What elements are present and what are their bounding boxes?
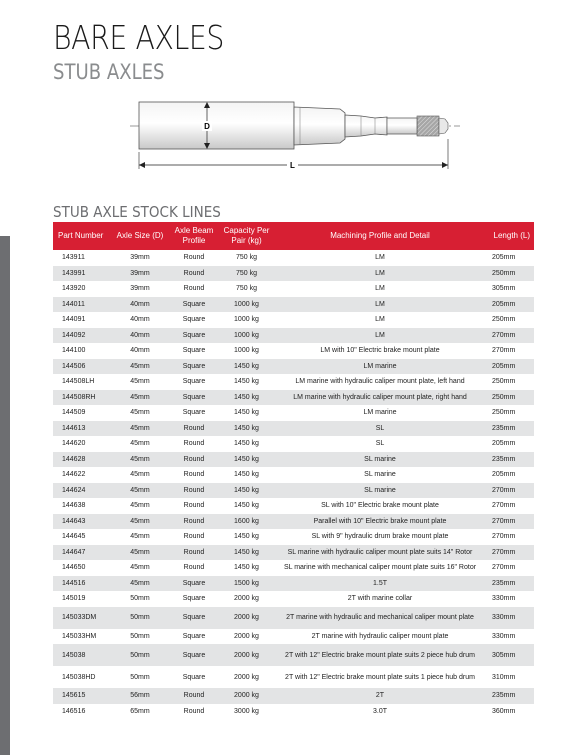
cell-part-number: 144091 (62, 316, 86, 324)
cell-length: 270mm (492, 502, 516, 510)
table-row (53, 297, 534, 313)
cell-axle-size: 45mm (111, 576, 169, 592)
cell-length: 270mm (492, 347, 516, 355)
cell-axle-size: 39mm (130, 254, 150, 262)
cell-axle-beam-profile: Round (183, 471, 205, 479)
cell-axle-beam-profile: Round (169, 266, 219, 282)
cell-machining-detail: LM (274, 266, 486, 282)
cell-axle-size: 45mm (130, 502, 150, 510)
cell-part-number: 146516 (62, 707, 86, 715)
cell-axle-beam-profile: Square (169, 607, 219, 629)
cell-machining-detail: 2T marine with hydraulic caliper mount plate (311, 632, 449, 640)
stock-lines-table (53, 222, 534, 719)
cell-machining-detail: LM (274, 328, 486, 344)
cell-axle-size: 45mm (130, 409, 150, 417)
cell-axle-size: 45mm (111, 421, 169, 437)
cell-capacity: 2000 kg (234, 632, 259, 640)
cell-axle-size: 50mm (130, 595, 150, 603)
cell-length: 360mm (492, 707, 516, 715)
cell-length: 330mm (486, 607, 534, 629)
cell-part-number: 145615 (53, 688, 111, 704)
table-row (53, 529, 534, 545)
cell-length: 235mm (486, 576, 534, 592)
table-row (53, 312, 534, 328)
cell-part-number: 143920 (62, 285, 86, 293)
table-row (53, 576, 534, 592)
cell-machining-detail: LM (375, 285, 385, 293)
cell-capacity: 1450 kg (219, 452, 274, 468)
cell-capacity: 1450 kg (234, 533, 259, 541)
table-header-row (53, 222, 534, 250)
cell-machining-detail: LM marine (363, 409, 397, 417)
cell-part-number: 145033DM (53, 607, 111, 629)
cell-part-number: 144516 (53, 576, 111, 592)
cell-capacity: 1450 kg (219, 483, 274, 499)
cell-axle-beam-profile: Square (169, 328, 219, 344)
cell-machining-detail: 2T with 12" Electric brake mount plate suits 1 piece hub drum (285, 673, 475, 681)
cell-capacity: 1450 kg (234, 502, 259, 510)
cell-part-number: 143991 (53, 266, 111, 282)
cell-axle-beam-profile: Round (183, 440, 205, 448)
cell-axle-size: 50mm (130, 673, 150, 681)
cell-axle-beam-profile: Round (169, 514, 219, 530)
cell-length: 330mm (492, 595, 516, 603)
table-row (53, 498, 534, 514)
cell-axle-beam-profile: Square (182, 316, 206, 324)
cell-axle-beam-profile: Round (169, 545, 219, 561)
sidebar-accent-bar (0, 236, 10, 755)
cell-part-number: 144508RH (53, 390, 111, 406)
cell-length: 250mm (492, 409, 516, 417)
cell-capacity: 2000 kg (219, 688, 274, 704)
cell-capacity: 2000 kg (234, 673, 259, 681)
header-part-number: Part Number (53, 222, 111, 250)
cell-axle-beam-profile: Square (182, 347, 206, 355)
cell-part-number: 144643 (53, 514, 111, 530)
cell-axle-beam-profile: Square (169, 644, 219, 666)
cell-machining-detail: LM (375, 316, 385, 324)
cell-axle-beam-profile: Square (169, 390, 219, 406)
table-row (53, 629, 534, 645)
header-axle-size: Axle Size (D) (111, 222, 169, 250)
cell-length: 305mm (492, 285, 516, 293)
table-row (53, 591, 534, 607)
cell-part-number: 144645 (62, 533, 86, 541)
cell-part-number: 144613 (53, 421, 111, 437)
table-row (53, 281, 534, 297)
table-row (53, 328, 534, 344)
cell-axle-beam-profile: Round (183, 533, 205, 541)
cell-machining-detail: LM marine with hydraulic caliper mount plate, left hand (295, 378, 465, 386)
cell-part-number: 144628 (53, 452, 111, 468)
cell-capacity: 1450 kg (234, 378, 259, 386)
cell-part-number: 144508LH (62, 378, 95, 386)
cell-axle-beam-profile: Square (182, 673, 206, 681)
cell-machining-detail: SL with 10" Electric brake mount plate (321, 502, 439, 510)
cell-capacity: 1450 kg (219, 390, 274, 406)
cell-axle-beam-profile: Round (169, 483, 219, 499)
cell-machining-detail: LM with 10" Electric brake mount plate (320, 347, 440, 355)
cell-capacity: 1000 kg (219, 297, 274, 313)
cell-length: 270mm (486, 328, 534, 344)
table-row (53, 467, 534, 483)
cell-length: 205mm (492, 471, 516, 479)
cell-axle-beam-profile: Round (183, 254, 205, 262)
cell-capacity: 1000 kg (234, 316, 259, 324)
cell-part-number: 144647 (53, 545, 111, 561)
cell-axle-beam-profile: Square (182, 632, 206, 640)
table-row (53, 560, 534, 576)
table-row (53, 405, 534, 421)
cell-machining-detail: SL marine (274, 452, 486, 468)
cell-axle-beam-profile: Round (169, 421, 219, 437)
table-row (53, 666, 534, 688)
cell-length: 270mm (486, 545, 534, 561)
axle-shaft (139, 102, 294, 149)
cell-axle-size: 45mm (130, 440, 150, 448)
cell-axle-size: 39mm (111, 266, 169, 282)
cell-axle-size: 45mm (111, 483, 169, 499)
header-machining-profile: Machining Profile and Detail (274, 222, 486, 250)
cell-capacity: 750 kg (219, 266, 274, 282)
cell-machining-detail: 3.0T (372, 707, 387, 715)
cell-capacity: 2000 kg (234, 595, 259, 603)
cell-length: 205mm (492, 254, 516, 262)
cell-part-number: 144638 (62, 502, 86, 510)
table-row (53, 545, 534, 561)
cell-capacity: 1450 kg (234, 471, 259, 479)
cell-length: 250mm (492, 316, 516, 324)
cell-part-number: 144506 (53, 359, 111, 375)
page-subtitle: STUB AXLES (53, 60, 165, 84)
cell-length: 270mm (486, 514, 534, 530)
cell-part-number: 145038 (53, 644, 111, 666)
cell-capacity: 1450 kg (234, 409, 259, 417)
cell-axle-beam-profile: Square (169, 297, 219, 313)
table-row (53, 421, 534, 437)
axle-thread (417, 116, 439, 136)
cell-part-number: 145019 (62, 595, 86, 603)
cell-axle-beam-profile: Round (183, 502, 205, 510)
cell-capacity: 1000 kg (219, 328, 274, 344)
cell-axle-size: 40mm (111, 297, 169, 313)
table-row (53, 390, 534, 406)
header-capacity: Capacity Per Pair (kg) (219, 222, 274, 250)
cell-axle-beam-profile: Round (183, 285, 205, 293)
table-row (53, 607, 534, 629)
table-row (53, 436, 534, 452)
cell-machining-detail: SL (375, 440, 385, 448)
cell-axle-size: 40mm (130, 316, 150, 324)
cell-capacity: 2000 kg (219, 644, 274, 666)
table-row (53, 343, 534, 359)
cell-machining-detail: 2T (274, 688, 486, 704)
cell-axle-beam-profile: Round (183, 564, 205, 572)
cell-axle-size: 45mm (111, 359, 169, 375)
cell-capacity: 3000 kg (234, 707, 259, 715)
table-row (53, 359, 534, 375)
table-row (53, 452, 534, 468)
table-row (53, 514, 534, 530)
cell-capacity: 1450 kg (219, 545, 274, 561)
header-axle-beam-profile: Axle Beam Profile (169, 222, 219, 250)
cell-capacity: 1500 kg (219, 576, 274, 592)
table-row (53, 483, 534, 499)
cell-capacity: 2000 kg (219, 607, 274, 629)
cell-machining-detail: SL marine with hydraulic caliper mount plate suits 14" Rotor (274, 545, 486, 561)
cell-machining-detail: SL marine (364, 471, 396, 479)
cell-machining-detail: 2T with marine collar (347, 595, 413, 603)
cell-axle-size: 40mm (111, 328, 169, 344)
cell-axle-size: 45mm (130, 378, 150, 386)
cell-length: 250mm (486, 266, 534, 282)
cell-part-number: 144092 (53, 328, 111, 344)
cell-length: 235mm (486, 421, 534, 437)
table-row (53, 704, 534, 720)
cell-axle-beam-profile: Square (182, 409, 206, 417)
cell-capacity: 750 kg (235, 285, 258, 293)
cell-axle-size: 50mm (130, 632, 150, 640)
cell-axle-beam-profile: Round (183, 707, 205, 715)
cell-length: 250mm (486, 390, 534, 406)
cell-length: 205mm (492, 440, 516, 448)
table-row (53, 374, 534, 390)
cell-capacity: 1000 kg (234, 347, 259, 355)
cell-part-number: 144011 (53, 297, 111, 313)
page-title: BARE AXLES (53, 18, 224, 57)
cell-axle-size: 45mm (111, 390, 169, 406)
stub-axle-diagram (125, 95, 465, 175)
cell-length: 235mm (486, 452, 534, 468)
cell-length: 205mm (486, 359, 534, 375)
cell-axle-size: 39mm (130, 285, 150, 293)
table-row (53, 644, 534, 666)
cell-axle-size: 45mm (111, 452, 169, 468)
cell-machining-detail: 2T marine with hydraulic and mechanical caliper mount plate (274, 607, 486, 629)
cell-machining-detail: Parallel with 10" Electric brake mount plate (274, 514, 486, 530)
cell-machining-detail: SL with 9" hydraulic drum brake mount plate (311, 533, 449, 541)
header-length: Length (L) (486, 222, 534, 250)
cell-capacity: 1450 kg (219, 421, 274, 437)
cell-machining-detail: 1.5T (274, 576, 486, 592)
cell-length: 235mm (486, 688, 534, 704)
table-row (53, 266, 534, 282)
cell-capacity: 1450 kg (234, 440, 259, 448)
cell-length: 270mm (492, 533, 516, 541)
cell-machining-detail: 2T with 12" Electric brake mount plate suits 2 piece hub drum (274, 644, 486, 666)
table-row (53, 250, 534, 266)
cell-part-number: 144624 (53, 483, 111, 499)
cell-machining-detail: LM (375, 254, 385, 262)
cell-capacity: 1450 kg (234, 564, 259, 572)
cell-axle-size: 45mm (130, 533, 150, 541)
cell-axle-size: 45mm (130, 564, 150, 572)
cell-axle-beam-profile: Square (169, 576, 219, 592)
cell-machining-detail: LM (274, 297, 486, 313)
cell-length: 310mm (492, 673, 516, 681)
table-row (53, 688, 534, 704)
cell-axle-size: 45mm (111, 545, 169, 561)
cell-part-number: 145033HM (62, 632, 97, 640)
cell-axle-beam-profile: Round (169, 688, 219, 704)
cell-length: 330mm (492, 632, 516, 640)
cell-machining-detail: SL marine (274, 483, 486, 499)
cell-part-number: 144650 (62, 564, 86, 572)
cell-length: 305mm (486, 644, 534, 666)
cell-machining-detail: SL (274, 421, 486, 437)
cell-part-number: 144622 (62, 471, 86, 479)
cell-length: 250mm (492, 378, 516, 386)
cell-axle-size: 40mm (130, 347, 150, 355)
length-label: L (290, 161, 295, 170)
cell-axle-beam-profile: Round (169, 452, 219, 468)
section-heading: STUB AXLE STOCK LINES (53, 203, 221, 221)
cell-part-number: 144100 (62, 347, 86, 355)
axle-spindle (345, 115, 387, 137)
cell-axle-size: 65mm (130, 707, 150, 715)
cell-length: 270mm (492, 564, 516, 572)
cell-capacity: 1600 kg (219, 514, 274, 530)
cell-axle-size: 56mm (111, 688, 169, 704)
cell-length: 205mm (486, 297, 534, 313)
cell-capacity: 1450 kg (219, 359, 274, 375)
cell-capacity: 750 kg (235, 254, 258, 262)
cell-axle-size: 50mm (111, 644, 169, 666)
cell-machining-detail: LM marine (274, 359, 486, 375)
cell-part-number: 144509 (62, 409, 86, 417)
cell-axle-size: 50mm (111, 607, 169, 629)
cell-axle-beam-profile: Square (169, 359, 219, 375)
cell-machining-detail: LM marine with hydraulic caliper mount plate, right hand (274, 390, 486, 406)
diameter-label: D (204, 122, 210, 131)
cell-axle-beam-profile: Square (182, 378, 206, 386)
cell-part-number: 144620 (62, 440, 86, 448)
cell-machining-detail: SL marine with mechanical caliper mount plate suits 16" Rotor (283, 564, 477, 572)
cell-length: 270mm (486, 483, 534, 499)
cell-part-number: 143911 (62, 254, 85, 262)
table-body (53, 250, 534, 719)
cell-axle-size: 45mm (130, 471, 150, 479)
cell-axle-beam-profile: Square (182, 595, 206, 603)
axle-step (294, 107, 345, 145)
cell-part-number: 145038HD (62, 673, 96, 681)
cell-axle-size: 45mm (111, 514, 169, 530)
